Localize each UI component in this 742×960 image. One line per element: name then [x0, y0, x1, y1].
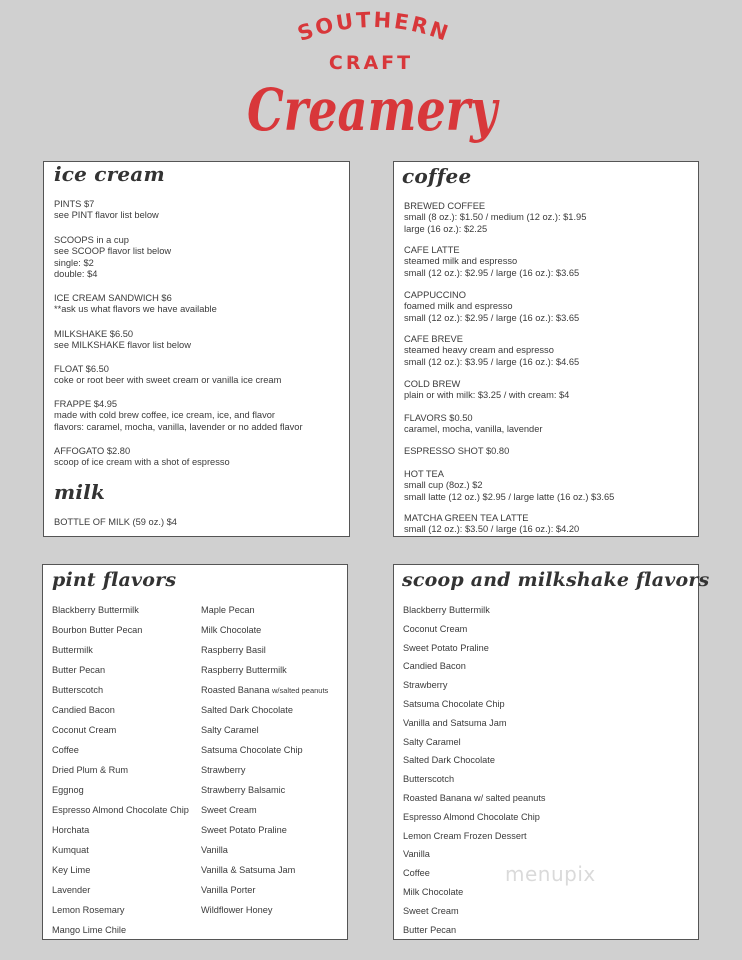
- menu-item-cafe-latte: [404, 245, 694, 279]
- item-title: BOTTLE OF MILK (59 oz.) $4: [54, 517, 177, 527]
- list-item: Lemon Cream Frozen Dessert: [403, 830, 527, 841]
- item-line: double: $4: [54, 268, 98, 279]
- logo-line2: CRAFT: [328, 52, 414, 74]
- list-item: Salty Caramel: [201, 725, 259, 735]
- list-item: Bourbon Butter Pecan: [52, 625, 143, 635]
- list-item: Maple Pecan: [201, 605, 255, 615]
- menu-item-espresso-shot: [404, 446, 694, 457]
- logo-line1: SOUTHERN: [294, 7, 454, 47]
- list-item: Coconut Cream: [52, 725, 117, 735]
- logo: [0, 0, 742, 150]
- item-title: BREWED COFFEE: [404, 201, 486, 211]
- item-line: small (12 oz.): $3.50 / large (16 oz.): $4.20: [404, 524, 580, 535]
- list-item: Milk Chocolate: [403, 886, 464, 897]
- item-line: small (12 oz.): $2.95 / large (16 oz.): $3.65: [404, 267, 580, 278]
- coffee-heading: coffee: [402, 164, 472, 188]
- list-item: Milk Chocolate: [201, 625, 262, 635]
- list-item: Sweet Potato Praline: [201, 825, 287, 835]
- scoop-flavor-list: [403, 604, 546, 942]
- item-title: FRAPPE $4.95: [54, 399, 118, 409]
- list-item: Roasted Banana w/ salted peanuts: [403, 792, 546, 803]
- pint-flavor-list-left: [52, 604, 189, 944]
- list-item: Satsuma Chocolate Chip: [403, 698, 505, 709]
- list-item: Horchata: [52, 825, 90, 835]
- item-title: CAFE BREVE: [404, 334, 463, 344]
- item-title: AFFOGATO $2.80: [54, 446, 131, 456]
- item-title: MATCHA GREEN TEA LATTE: [404, 513, 529, 523]
- menu-item-affogato: [54, 446, 344, 469]
- item-line: scoop of ice cream with a shot of espresso: [54, 457, 230, 468]
- item-line: flavors: caramel, mocha, vanilla, lavender or no added flavor: [54, 421, 303, 432]
- menu-item-ice-cream-sandwich: [54, 293, 344, 316]
- menu-item-float: [54, 364, 344, 387]
- item-line: caramel, mocha, vanilla, lavender: [404, 424, 543, 435]
- list-item: Vanilla: [201, 845, 228, 855]
- item-line: steamed heavy cream and espresso: [404, 345, 554, 356]
- menu-item-pints: [54, 199, 344, 222]
- list-item: Blackberry Buttermilk: [403, 605, 490, 615]
- list-item: Sweet Potato Praline: [403, 642, 489, 653]
- list-item: Eggnog: [52, 785, 84, 795]
- pint-flavors-heading: pint flavors: [52, 569, 177, 591]
- list-item: Vanilla: [403, 849, 430, 860]
- item-title: SCOOPS in a cup: [54, 235, 129, 245]
- item-title: MILKSHAKE $6.50: [54, 329, 134, 339]
- list-item: Raspberry Buttermilk: [201, 665, 287, 675]
- list-item: Lemon Rosemary: [52, 905, 125, 915]
- item-line: see SCOOP flavor list below: [54, 246, 172, 257]
- list-item: Dried Plum & Rum: [52, 765, 129, 775]
- scoop-flavors-heading: scoop and milkshake flavors: [402, 569, 710, 591]
- list-item: Sweet Cream: [403, 905, 459, 916]
- item-title: COLD BREW: [404, 379, 461, 389]
- list-item: Vanilla and Satsuma Jam: [403, 717, 507, 728]
- flavor-note: w/salted peanuts: [272, 686, 329, 695]
- list-item: Wildflower Honey: [201, 905, 273, 915]
- coffee-panel: [393, 161, 699, 537]
- list-item: Salted Dark Chocolate: [403, 755, 495, 766]
- item-line: small (12 oz.): $2.95 / large (16 oz.): $3.65: [404, 312, 580, 323]
- list-item: Espresso Almond Chocolate Chip: [52, 805, 189, 815]
- list-item: Blackberry Buttermilk: [52, 605, 139, 615]
- item-line: small (12 oz.): $3.95 / large (16 oz.): $4.65: [404, 356, 580, 367]
- menu-item-hot-tea: [404, 469, 694, 503]
- list-item: Sweet Cream: [201, 805, 257, 815]
- item-line: small cup (8oz.) $2: [404, 480, 483, 491]
- pint-flavor-list-right: [201, 604, 328, 924]
- list-item: Butter Pecan: [52, 665, 106, 675]
- item-line: see PINT flavor list below: [54, 210, 159, 221]
- item-title: ESPRESSO SHOT $0.80: [404, 446, 510, 456]
- item-title: ICE CREAM SANDWICH $6: [54, 293, 172, 303]
- menu-item-flavors: [404, 413, 694, 436]
- menu-item-matcha-green-tea-latte: [404, 513, 694, 536]
- item-line: **ask us what flavors we have available: [54, 304, 217, 315]
- item-line: single: $2: [54, 257, 94, 268]
- list-item: Raspberry Basil: [201, 645, 266, 655]
- menu-item-cafe-breve: [404, 334, 694, 368]
- item-line: plain or with milk: $3.25 / with cream: $4: [404, 390, 570, 401]
- menu-item-scoops: [54, 235, 344, 280]
- menu-item-cold-brew: [404, 379, 694, 402]
- list-item: Butter Pecan: [403, 924, 457, 935]
- list-item: Coconut Cream: [403, 623, 468, 634]
- item-line: small (8 oz.): $1.50 / medium (12 oz.): $1.95: [404, 212, 587, 223]
- logo-graphic: [0, 0, 742, 150]
- item-line: see MILKSHAKE flavor list below: [54, 340, 191, 351]
- list-item: Mango Lime Chile: [52, 925, 127, 935]
- item-title: CAPPUCCINO: [404, 290, 466, 300]
- list-item: Coffee: [403, 868, 430, 879]
- list-item: Salty Caramel: [403, 736, 461, 747]
- list-item: Strawberry Balsamic: [201, 785, 286, 795]
- list-item: Candied Bacon: [52, 705, 115, 715]
- milk-heading: milk: [54, 480, 106, 504]
- item-line: foamed milk and espresso: [404, 301, 513, 312]
- item-line: large (16 oz.): $2.25: [404, 223, 488, 234]
- list-item: Strawberry: [403, 680, 448, 691]
- list-item: Strawberry: [201, 765, 246, 775]
- item-title: HOT TEA: [404, 469, 444, 479]
- watermark: menupix: [505, 862, 596, 886]
- list-item: Vanilla & Satsuma Jam: [201, 865, 296, 875]
- menu-item-brewed-coffee: [404, 201, 694, 235]
- item-line: coke or root beer with sweet cream or vanilla ice cream: [54, 375, 282, 386]
- ice-cream-heading: ice cream: [54, 162, 165, 186]
- pint-flavors-panel: [42, 564, 348, 940]
- item-title: PINTS $7: [54, 199, 95, 209]
- menu-item-frappe: [54, 399, 344, 433]
- list-item: Key Lime: [52, 865, 91, 875]
- list-item: Espresso Almond Chocolate Chip: [403, 811, 540, 822]
- item-title: FLOAT $6.50: [54, 364, 109, 374]
- list-item: Satsuma Chocolate Chip: [201, 745, 303, 755]
- list-item: Lavender: [52, 885, 91, 895]
- list-item: Salted Dark Chocolate: [201, 705, 293, 715]
- list-item: Vanilla Porter: [201, 885, 256, 895]
- list-item: Buttermilk: [52, 645, 93, 655]
- menu-item-cappuccino: [404, 290, 694, 324]
- item-title: CAFE LATTE: [404, 245, 460, 255]
- item-title: FLAVORS $0.50: [404, 413, 473, 423]
- item-line: small latte (12 oz.) $2.95 / large latte (16 oz.) $3.65: [404, 491, 615, 502]
- list-item: Candied Bacon: [403, 661, 466, 672]
- flavor-name: Roasted Banana: [201, 685, 270, 695]
- ice-cream-panel: [43, 161, 350, 537]
- list-item: [201, 684, 328, 704]
- list-item: Butterscotch: [403, 774, 455, 785]
- list-item: Kumquat: [52, 845, 89, 855]
- item-line: made with cold brew coffee, ice cream, ice, and flavor: [54, 410, 275, 421]
- list-item: Butterscotch: [52, 685, 104, 695]
- menu-item-milkshake: [54, 329, 344, 352]
- list-item: Coffee: [52, 745, 79, 755]
- menu-item-bottle-of-milk: [54, 517, 344, 528]
- logo-script: Creamery: [247, 76, 501, 144]
- item-line: steamed milk and espresso: [404, 256, 518, 267]
